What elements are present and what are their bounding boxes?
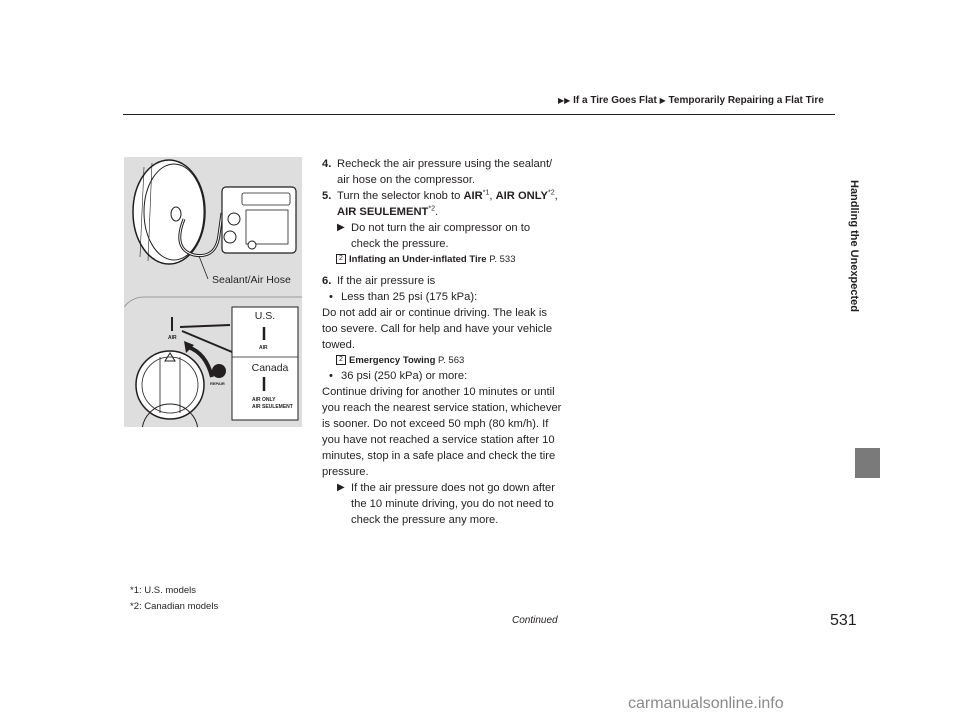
svg-text:AIR: AIR	[168, 335, 177, 341]
svg-text:AIR: AIR	[259, 345, 268, 351]
step-4	[322, 156, 562, 188]
selector-knob-graphic	[136, 351, 204, 427]
repair-icon	[212, 364, 226, 378]
note-arrow-icon: ▶	[337, 482, 345, 493]
chapter-tab-marker	[855, 448, 880, 478]
step-number: 6.	[322, 275, 332, 287]
step-number: 5.	[322, 190, 332, 202]
step-5-note: ▶ Do not turn the air compressor on to check the pressure.	[337, 222, 531, 250]
compressor-illustration	[124, 157, 302, 427]
pressure-bullet-ok: • 36 psi (250 kPa) or more:	[329, 370, 468, 382]
compressor-graphic	[222, 187, 296, 253]
reference-link-towing[interactable]: 2 Emergency Towing P. 563	[322, 353, 562, 368]
low-pressure-text: Do not add air or continue driving. The leak is too severe. Call for help and have your vehicle towed.	[322, 307, 553, 351]
footnotes	[130, 583, 218, 615]
note-arrow-icon: ▶	[337, 222, 345, 233]
continued-label: Continued	[512, 615, 558, 626]
air-only-setting: AIR ONLY	[495, 190, 549, 202]
bullet-icon: •	[329, 291, 333, 303]
tire-graphic	[133, 160, 205, 264]
canada-label: Canada	[251, 362, 289, 374]
svg-text:AIR ONLY: AIR ONLY	[252, 397, 276, 403]
step-text: air hose on the compressor.	[337, 174, 476, 186]
instruction-content	[322, 156, 562, 528]
breadcrumb	[558, 95, 824, 106]
reference-icon: 2	[336, 254, 346, 264]
step-6: 6. If the air pressure is	[322, 275, 436, 287]
reference-icon: 2	[336, 355, 346, 365]
reference-link-inflating[interactable]: 2 Inflating an Under-inflated Tire P. 533	[322, 252, 562, 267]
us-label: U.S.	[254, 310, 276, 322]
sealant-hose-label: Sealant/Air Hose	[212, 274, 291, 286]
footnote-1: *1: U.S. models	[130, 585, 196, 596]
ok-pressure-text: Continue driving for another 10 minutes or until you reach the nearest service station, whichever is sooner. Do not exceed 50 mph (80 km/h). If you have not reached a service station after 10 minutes, stop in a safe place and check the tire pressure.	[322, 386, 562, 478]
step-6-note: ▶ If the air pressure does not go down after the 10 minute driving, you do not need to check the pressure any more.	[337, 482, 555, 526]
header-rule	[123, 114, 835, 115]
step-5: 5. Turn the selector knob to AIR$^{*1}$, AIR ONLY$^{*2}$, AIR SEULEMENT$^{*2}$.	[322, 189, 558, 218]
breadcrumb-page[interactable]: Temporarily Repairing a Flat Tire	[668, 95, 824, 106]
svg-text:AIR SEULEMENT: AIR SEULEMENT	[252, 404, 293, 410]
svg-text:REPAIR: REPAIR	[210, 381, 225, 386]
bullet-icon: •	[329, 370, 333, 382]
compressor-diagram	[124, 157, 302, 427]
footnote-2: *2: Canadian models	[130, 601, 219, 612]
breadcrumb-section[interactable]: If a Tire Goes Flat	[573, 95, 657, 106]
breadcrumb-arrow-icon: ▶▶	[558, 96, 571, 105]
page-number: 531	[830, 612, 857, 629]
step-text: Recheck the air pressure using the sealant/	[337, 158, 553, 170]
breadcrumb-arrow-icon: ▶	[659, 96, 666, 105]
air-seulement-setting: AIR SEULEMENT	[337, 206, 429, 218]
pressure-bullet-low: • Less than 25 psi (175 kPa):	[329, 291, 478, 303]
watermark: carmanualsonline.info	[628, 695, 784, 712]
step-number: 4.	[322, 158, 332, 170]
air-setting: AIR	[463, 190, 483, 202]
